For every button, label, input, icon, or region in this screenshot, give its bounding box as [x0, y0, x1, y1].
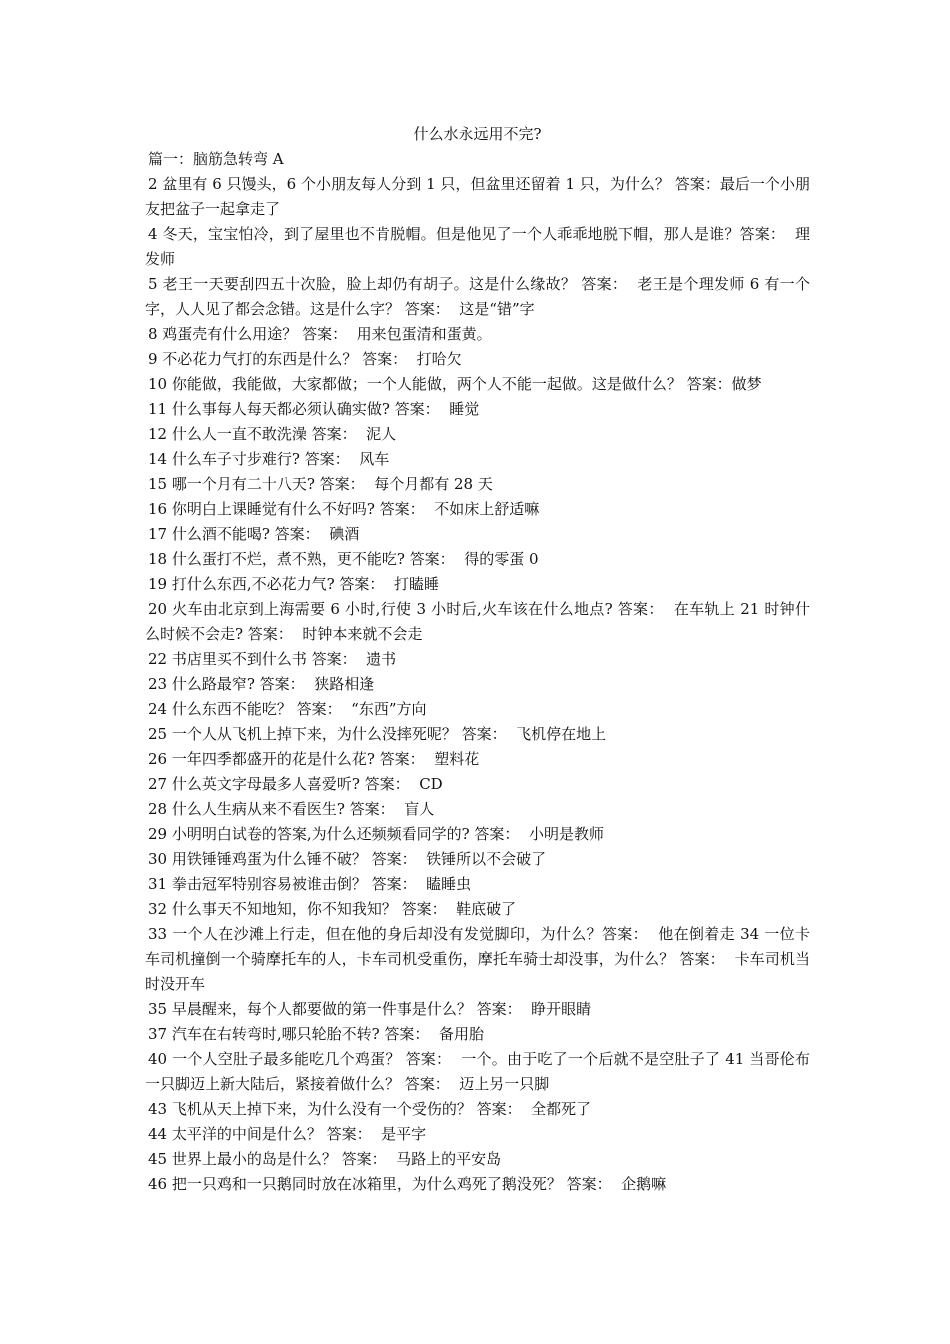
riddle-paragraph: 8 鸡蛋壳有什么用途？ 答案： 用来包蛋清和蛋黄。 — [148, 325, 492, 343]
riddle-paragraph: 29 小明明白试卷的答案,为什么还频频看同学的? 答案： 小明是教师 — [148, 825, 604, 843]
riddle-paragraph: 19 打什么东西,不必花力气? 答案： 打瞌睡 — [148, 575, 439, 593]
riddle-paragraph: 40 一个人空肚子最多能吃几个鸡蛋？ 答案： 一个。由于吃了一个后就不是空肚子了 41 当哥伦布一只脚迈上新大陆后，紧接着做什么？ 答案： 迈上另一只脚 — [145, 1050, 810, 1093]
riddle-paragraph: 4 冬天，宝宝怕冷，到了屋里也不肯脱帽。但是他见了一个人乖乖地脱下帽，那人是谁？答案： 理发师 — [145, 225, 810, 268]
riddle-paragraph: 26 一年四季都盛开的花是什么花? 答案： 塑料花 — [148, 750, 480, 768]
riddle-paragraph: 25 一个人从飞机上掉下来，为什么没摔死呢？ 答案： 飞机停在地上 — [148, 725, 607, 743]
riddle-paragraph: 27 什么英文字母最多人喜爱听? 答案： CD — [148, 775, 443, 793]
riddle-paragraph: 37 汽车在右转弯时,哪只轮胎不转? 答案： 备用胎 — [148, 1025, 484, 1043]
riddle-paragraph: 2 盆里有 6 只馒头，6 个小朋友每人分到 1 只，但盆里还留着 1 只，为什么？ 答案：最后一个小朋友把盆子一起拿走了 — [145, 175, 810, 218]
riddle-paragraph: 30 用铁锤锤鸡蛋为什么锤不破？ 答案： 铁锤所以不会破了 — [148, 850, 547, 868]
riddle-paragraph: 5 老王一天要刮四五十次脸，脸上却仍有胡子。这是什么缘故？ 答案： 老王是个理发师 6 有一个字，人人见了都会念错。这是什么字？ 答案： 这是“错”字 — [145, 275, 810, 318]
riddle-paragraph: 11 什么事每人每天都必须认确实做? 答案： 睡觉 — [148, 400, 480, 418]
riddle-paragraph: 44 太平洋的中间是什么？ 答案： 是平字 — [148, 1125, 427, 1143]
riddle-paragraph: 14 什么车子寸步难行? 答案： 风车 — [148, 450, 390, 468]
riddle-paragraph: 46 把一只鸡和一只鹅同时放在冰箱里，为什么鸡死了鹅没死？ 答案： 企鹅嘛 — [148, 1175, 667, 1193]
riddle-paragraph: 22 书店里买不到什么书 答案： 遗书 — [148, 650, 397, 668]
riddle-paragraph: 28 什么人生病从来不看医生? 答案： 盲人 — [148, 800, 435, 818]
riddle-paragraph: 17 什么酒不能喝? 答案： 碘酒 — [148, 525, 360, 543]
riddle-paragraph: 45 世界上最小的岛是什么？ 答案： 马路上的平安岛 — [148, 1150, 502, 1168]
riddle-paragraph: 23 什么路最窄? 答案： 狭路相逢 — [148, 675, 375, 693]
riddle-paragraph: 33 一个人在沙滩上行走，但在他的身后却没有发觉脚印，为什么？答案： 他在倒着走 34 一位卡车司机撞倒一个骑摩托车的人，卡车司机受重伤，摩托车骑士却没事，为什么？ 答案： 卡车司机当时没开车 — [145, 925, 810, 993]
riddle-paragraph: 18 什么蛋打不烂，煮不熟，更不能吃? 答案： 得的零蛋 0 — [148, 550, 539, 568]
document-title: 什么水永远用不完? — [413, 125, 542, 143]
riddle-paragraph: 20 火车由北京到上海需要 6 小时,行使 3 小时后,火车该在什么地点? 答案： 在车轨上 21 时钟什么时候不会走? 答案： 时钟本来就不会走 — [145, 600, 810, 643]
riddle-paragraph: 43 飞机从天上掉下来，为什么没有一个受伤的？ 答案： 全都死了 — [148, 1100, 592, 1118]
document-body — [145, 147, 810, 1197]
document-page — [145, 122, 810, 1197]
riddle-paragraph: 10 你能做，我能做，大家都做；一个人能做，两个人不能一起做。这是做什么？ 答案：做梦 — [148, 375, 762, 393]
riddle-paragraph: 24 什么东西不能吃？ 答案： “东西”方向 — [148, 700, 427, 718]
riddle-paragraph: 12 什么人一直不敢洗澡 答案： 泥人 — [148, 425, 397, 443]
riddle-paragraph: 9 不必花力气打的东西是什么？ 答案： 打哈欠 — [148, 350, 462, 368]
section-heading: 篇一：脑筋急转弯 A — [148, 150, 284, 168]
riddle-paragraph: 15 哪一个月有二十八天? 答案： 每个月都有 28 天 — [148, 475, 493, 493]
riddle-paragraph: 35 早晨醒来，每个人都要做的第一件事是什么？ 答案： 睁开眼睛 — [148, 1000, 592, 1018]
riddle-paragraph: 32 什么事天不知地知，你不知我知？ 答案： 鞋底破了 — [148, 900, 517, 918]
riddle-paragraph: 31 拳击冠军特别容易被谁击倒？ 答案： 瞌睡虫 — [148, 875, 472, 893]
riddle-paragraph: 16 你明白上课睡觉有什么不好吗? 答案： 不如床上舒适嘛 — [148, 500, 540, 518]
